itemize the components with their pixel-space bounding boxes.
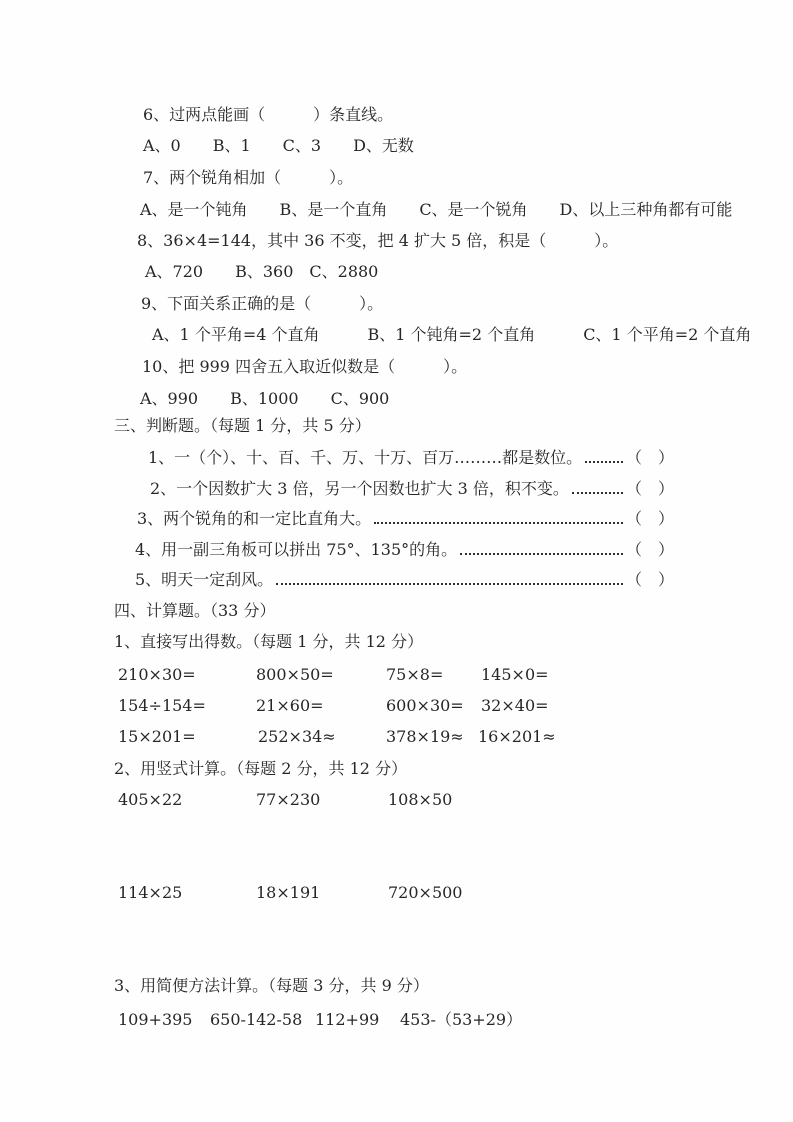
dotted-leader [374, 508, 623, 524]
calc-vertical-row-1 [0, 789, 793, 811]
calc-simple-heading: 3、用简便方法计算。（每题 3 分，共 9 分） [114, 976, 429, 995]
calc-direct-row-3 [0, 726, 793, 748]
judge-item-text: 2、一个因数扩大 3 倍，另一个因数也扩大 3 倍，积不变。 [150, 479, 569, 498]
answer-bracket: （ ） [625, 479, 674, 498]
calc-simple-row [0, 1009, 793, 1031]
calc-cell: 16×201≈ [478, 727, 556, 746]
calc-direct-row-1 [0, 664, 793, 686]
answer-bracket: （ ） [625, 509, 674, 528]
calc-vertical-row-2 [0, 882, 793, 904]
calc-cell: 114×25 [118, 883, 183, 902]
calc-cell: 210×30= [118, 665, 196, 684]
judge-section-heading: 三、判断题。（每题 1 分，共 5 分） [114, 416, 371, 435]
calc-cell: 21×60= [256, 696, 324, 715]
calc-direct-heading: 1、直接写出得数。（每题 1 分，共 12 分） [114, 632, 424, 651]
dotted-leader [460, 539, 623, 555]
question-stem-8: 8、36×4=144，其中 36 不变，把 4 扩大 5 倍，积是（ ）。 [137, 231, 619, 250]
calc-cell: 405×22 [118, 790, 183, 809]
calc-section-heading: 四、计算题。（33 分） [114, 601, 276, 620]
question-options-10: A、990 B、1000 C、900 [140, 389, 390, 408]
calc-cell: 112+99 [315, 1010, 380, 1029]
calc-cell: 15×201= [118, 727, 196, 746]
judge-item-1 [148, 447, 674, 469]
calc-cell: 252×34≈ [258, 727, 336, 746]
judge-item-text: 1、一（个）、十、百、千、万、十万、百万………都是数位。 [148, 448, 583, 467]
question-stem-10: 10、把 999 四舍五入取近似数是（ ）。 [142, 357, 468, 376]
calc-cell: 800×50= [256, 665, 334, 684]
calc-direct-row-2 [0, 695, 793, 717]
calc-cell: 32×40= [481, 696, 549, 715]
question-options-6: A、0 B、1 C、3 D、无数 [143, 136, 414, 155]
calc-vertical-heading: 2、用竖式计算。（每题 2 分，共 12 分） [114, 759, 408, 778]
judge-item-5 [135, 569, 674, 591]
calc-cell: 600×30= [386, 696, 464, 715]
question-options-7: A、是一个钝角 B、是一个直角 C、是一个锐角 D、以上三种角都有可能 [140, 200, 733, 219]
judge-item-4 [135, 539, 674, 561]
calc-cell: 145×0= [481, 665, 549, 684]
judge-item-text: 3、两个锐角的和一定比直角大。 [137, 509, 372, 528]
judge-item-text: 4、用一副三角板可以拼出 75°、135°的角。 [135, 540, 458, 559]
dotted-leader [276, 569, 623, 585]
question-options-8: A、720 B、360 C、2880 [145, 262, 379, 281]
calc-cell: 109+395 [118, 1010, 193, 1029]
calc-cell: 378×19≈ [386, 727, 464, 746]
calc-cell: 453-（53+29） [400, 1010, 523, 1029]
question-stem-9: 9、下面关系正确的是（ ）。 [141, 294, 384, 313]
question-stem-7: 7、两个锐角相加（ ）。 [143, 168, 354, 187]
judge-item-2 [150, 478, 674, 500]
calc-cell: 77×230 [256, 790, 321, 809]
question-options-9: A、1 个平角=4 个直角 B、1 个钝角=2 个直角 C、1 个平角=2 个直角 [152, 325, 752, 344]
answer-bracket: （ ） [625, 540, 674, 559]
judge-item-text: 5、明天一定刮风。 [135, 570, 274, 589]
calc-cell: 108×50 [388, 790, 453, 809]
question-stem-6: 6、过两点能画（ ）条直线。 [143, 105, 394, 124]
dotted-leader [585, 447, 623, 463]
calc-cell: 154÷154= [118, 696, 206, 715]
answer-bracket: （ ） [625, 448, 674, 467]
judge-item-3 [137, 508, 674, 530]
calc-cell: 720×500 [388, 883, 463, 902]
answer-bracket: （ ） [625, 570, 674, 589]
calc-cell: 18×191 [256, 883, 321, 902]
calc-cell: 650-142-58 [210, 1010, 303, 1029]
calc-cell: 75×8= [386, 665, 444, 684]
dotted-leader [572, 478, 623, 494]
